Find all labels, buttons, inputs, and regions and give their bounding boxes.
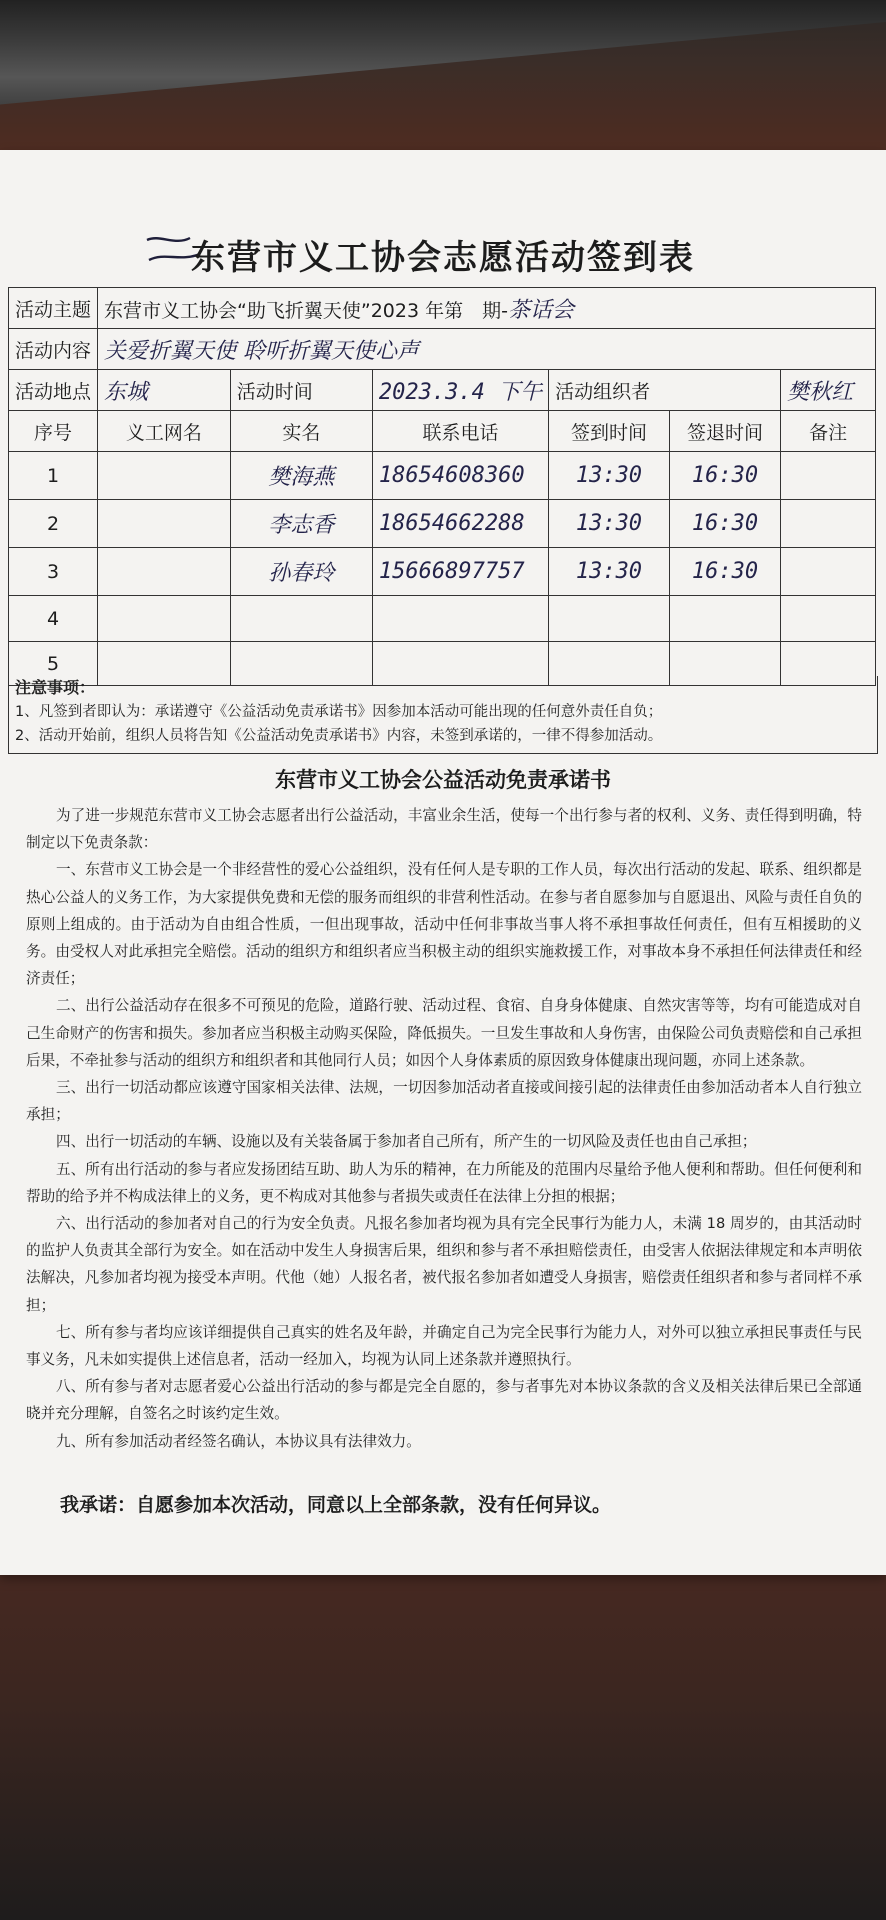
theme-row bbox=[9, 288, 876, 329]
waiver-paragraph: 七、所有参与者均应该详细提供自己真实的姓名及年龄，并确定自己为完全民事行为能力人，对外可以独立承担民事责任与民事义务，凡未如实提供上述信息者，活动一经加入，均视为认同上述条款并遵照执行。 bbox=[26, 1323, 862, 1369]
row-signin bbox=[549, 596, 670, 642]
col-header-signout: 签退时间 bbox=[669, 411, 780, 452]
row-signout: 16:30 bbox=[669, 548, 780, 596]
row-signout: 16:30 bbox=[669, 500, 780, 548]
row-no: 1 bbox=[9, 452, 98, 500]
notes-item: 1、凡签到者即认为：承诺遵守《公益活动免责承诺书》因参加本活动可能出现的任何意外责任自负； bbox=[15, 704, 663, 720]
signin-table bbox=[8, 287, 876, 686]
waiver-paragraph: 二、出行公益活动存在很多不可预见的危险，道路行驶、活动过程、食宿、自身身体健康、自然灾害等等，均有可能造成对自己生命财产的伤害和损失。参加者应当积极主动购买保险，降低损失。一旦发生事故和人身伤害，由保险公司负责赔偿和自己承担后果，不牵扯参与活动的组织方和组织者和其他同行人员；如因个人身体素质的原因致身体健康出现问题，亦同上述条款。 bbox=[26, 997, 862, 1069]
theme-text: 东营市义工协会“助飞折翼天使”2023 年第 期- bbox=[104, 299, 508, 322]
notes-item: 2、活动开始前，组织人员将告知《公益活动免责承诺书》内容，未签到承诺的，一律不得参加活动。 bbox=[15, 728, 663, 744]
row-phone: 15666897757 bbox=[372, 548, 548, 596]
row-nickname bbox=[98, 596, 231, 642]
organizer-handwritten: 樊秋红 bbox=[781, 370, 876, 411]
table-row bbox=[9, 596, 876, 642]
waiver-paragraph: 四、出行一切活动的车辆、设施以及有关装备属于参加者自己所有，所产生的一切风险及责任也由自己承担； bbox=[56, 1133, 757, 1151]
place-label: 活动地点 bbox=[9, 370, 98, 411]
col-header-phone: 联系电话 bbox=[372, 411, 548, 452]
waiver-paragraph: 五、所有出行活动的参与者应发扬团结互助、助人为乐的精神，在力所能及的范围内尽量给予他人便利和帮助。但任何便利和帮助的给予并不构成法律上的义务，更不构成对其他参与者损失或责任在法律上分担的根据； bbox=[26, 1160, 862, 1205]
waiver-paragraph: 为了进一步规范东营市义工协会志愿者出行公益活动，丰富业余生活，使每一个出行参与者的权利、义务、责任得到明确，特制定以下免责条款： bbox=[26, 807, 862, 852]
row-no: 4 bbox=[9, 596, 98, 642]
row-no: 2 bbox=[9, 500, 98, 548]
waiver-paragraph: 一、东营市义工协会是一个非经营性的爱心公益组织，没有任何人是专职的工作人员，每次出行活动的发起、联系、组织都是热心公益人的义务工作，为大家提供免费和无偿的服务而组织的非营利性活动。在参与者自愿参加与自愿退出、风险与责任自负的原则上组成的。由于活动为自由组合性质，一但出现事故，活动中任何非事故当事人将不承担事故任何责任，但有互相援助的义务。由受权人对此承担完全赔偿。活动的组织方和组织者应当积极主动的组织实施救援工作，对事故本身不承担任何法律责任和经济责任； bbox=[26, 861, 862, 988]
waiver-body bbox=[26, 802, 862, 1455]
notes-box bbox=[8, 676, 878, 754]
time-handwritten: 2023.3.4 下午 bbox=[372, 370, 548, 411]
table-row bbox=[9, 452, 876, 500]
table-row bbox=[9, 500, 876, 548]
row-realname: 李志香 bbox=[230, 500, 372, 548]
row-signout bbox=[669, 596, 780, 642]
waiver-paragraph: 八、所有参与者对志愿者爱心公益出行活动的参与都是完全自愿的，参与者事先对本协议条款的含义及相关法律后果已全部通晓并充分理解，自签名之时该约定生效。 bbox=[26, 1378, 862, 1423]
row-nickname bbox=[98, 548, 231, 596]
row-signin: 13:30 bbox=[549, 548, 670, 596]
col-header-note: 备注 bbox=[781, 411, 876, 452]
row-phone: 18654662288 bbox=[372, 500, 548, 548]
header-row bbox=[9, 411, 876, 452]
place-handwritten: 东城 bbox=[98, 370, 231, 411]
content-handwritten: 关爱折翼天使 聆听折翼天使心声 bbox=[98, 329, 876, 370]
laptop-edge bbox=[0, 0, 886, 110]
row-note bbox=[781, 500, 876, 548]
col-header-signin: 签到时间 bbox=[549, 411, 670, 452]
col-header-nickname: 义工网名 bbox=[98, 411, 231, 452]
waiver-paragraph: 九、所有参加活动者经签名确认，本协议具有法律效力。 bbox=[56, 1432, 421, 1450]
waiver-title: 东营市义工协会公益活动免责承诺书 bbox=[275, 768, 611, 792]
theme-label: 活动主题 bbox=[9, 288, 98, 329]
row-signin: 13:30 bbox=[549, 500, 670, 548]
sheet-title: 东营市义工协会志愿活动签到表 bbox=[191, 238, 695, 278]
row-no: 5 bbox=[9, 642, 98, 686]
notes-title: 注意事项： bbox=[15, 678, 96, 697]
pledge-statement: 我承诺：自愿参加本次活动，同意以上全部条款，没有任何异议。 bbox=[60, 1494, 612, 1516]
theme-handwritten: 茶话会 bbox=[507, 297, 574, 323]
row-nickname bbox=[98, 452, 231, 500]
row-signin: 13:30 bbox=[549, 452, 670, 500]
row-realname: 孙春玲 bbox=[230, 548, 372, 596]
row-note bbox=[781, 596, 876, 642]
place-time-row bbox=[9, 370, 876, 411]
content-row bbox=[9, 329, 876, 370]
row-phone bbox=[372, 596, 548, 642]
row-note bbox=[781, 452, 876, 500]
waiver-paragraph: 六、出行活动的参加者对自己的行为安全负责。凡报名参加者均视为具有完全民事行为能力人，未满 18 周岁的，由其活动时的监护人负责其全部行为安全。如在活动中发生人身损害后果，组织和参与者不承担赔偿责任，由受害人依据法律规定和本声明依法解决，凡参加者均视为接受本声明。代他（她）人报名者，被代报名参加者如遭受人身损害，赔偿责任组织者和参与者同样不承担； bbox=[26, 1215, 862, 1314]
row-note bbox=[781, 548, 876, 596]
table-row bbox=[9, 548, 876, 596]
waiver-paragraph: 三、出行一切活动都应该遵守国家相关法律、法规，一切因参加活动者直接或间接引起的法律责任由参加活动者本人自行独立承担； bbox=[26, 1079, 862, 1124]
col-header-realname: 实名 bbox=[230, 411, 372, 452]
row-phone: 18654608360 bbox=[372, 452, 548, 500]
content-label: 活动内容 bbox=[9, 329, 98, 370]
col-header-no: 序号 bbox=[9, 411, 98, 452]
row-realname: 樊海燕 bbox=[230, 452, 372, 500]
time-label: 活动时间 bbox=[230, 370, 372, 411]
row-nickname bbox=[98, 500, 231, 548]
row-realname bbox=[230, 596, 372, 642]
theme-value bbox=[98, 288, 876, 329]
row-signout: 16:30 bbox=[669, 452, 780, 500]
organizer-label: 活动组织者 bbox=[549, 370, 781, 411]
row-no: 3 bbox=[9, 548, 98, 596]
